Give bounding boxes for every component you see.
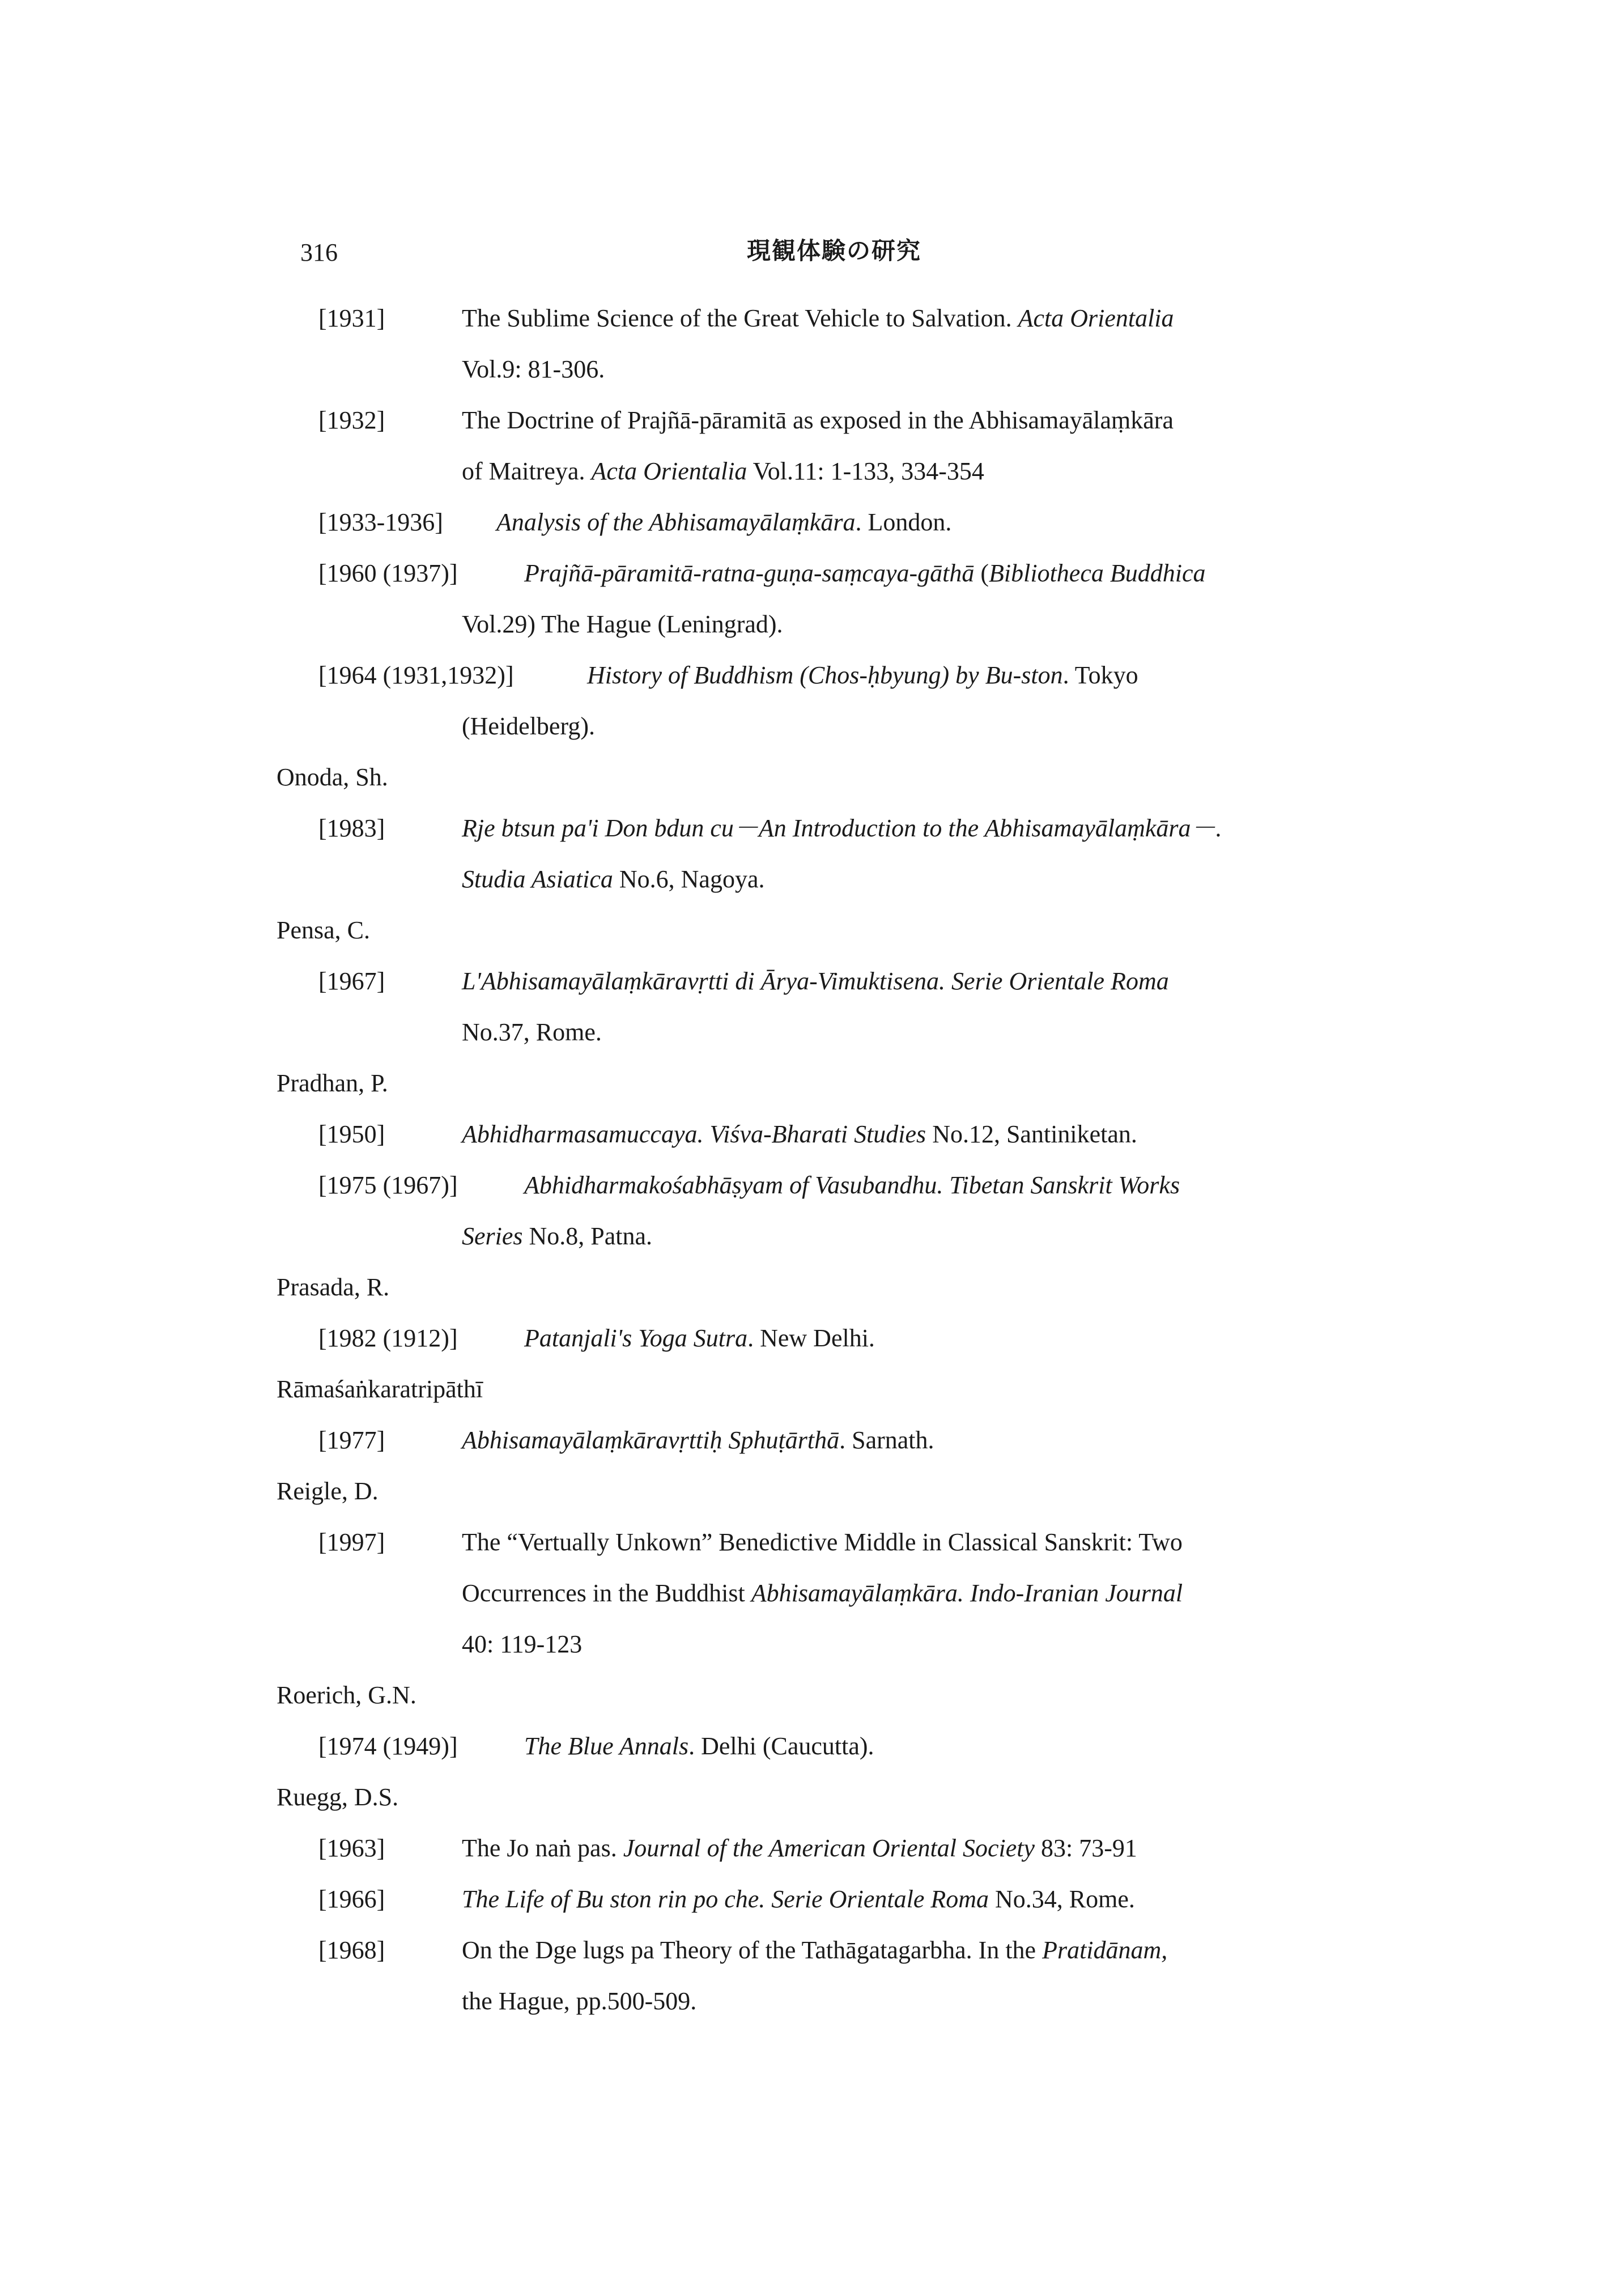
author-name: Ruegg, D.S. (277, 1783, 399, 1811)
entry-text: 40: 119-123 (462, 1630, 583, 1658)
entry-text: The Blue Annals. Delhi (Caucutta). (524, 1732, 874, 1760)
running-title: 現観体験の研究 (747, 239, 922, 265)
entry-text: Vol.29) The Hague (Leningrad). (462, 610, 783, 638)
entry-text: Analysis of the Abhisamayālaṃkāra. London. (496, 508, 952, 536)
author-name: Pensa, C. (277, 916, 370, 944)
entry-year: [1960 (1937)] (318, 559, 458, 587)
author-name: Reigle, D. (277, 1477, 379, 1505)
entry-year: [1968] (318, 1936, 385, 1964)
entry-year: [1977] (318, 1426, 385, 1454)
entry-text: Series No.8, Patna. (462, 1222, 653, 1250)
entry-text: Abhisamayālaṃkāravṛttiḥ Sphuṭārthā. Sarnath. (462, 1426, 934, 1454)
entry-text: Prajñā-pāramitā-ratna-guṇa-saṃcaya-gāthā (Bibliotheca Buddhica (524, 559, 1206, 587)
entry-year: [1964 (1931,1932)] (318, 661, 514, 689)
entry-text: Vol.9: 81-306. (462, 355, 605, 383)
author-name: Pradhan, P. (277, 1069, 388, 1097)
entry-year: [1931] (318, 304, 385, 332)
entry-text: History of Buddhism (Chos-ḥbyung) by Bu-ston. Tokyo (587, 661, 1138, 689)
entry-text: the Hague, pp.500-509. (462, 1987, 697, 2015)
entry-text: Abhidharmasamuccaya. Viśva-Bharati Studies No.12, Santiniketan. (462, 1120, 1137, 1148)
author-name: Roerich, G.N. (277, 1681, 416, 1709)
entry-year: [1932] (318, 406, 385, 434)
entry-year: [1933-1936] (318, 508, 443, 536)
entry-text: (Heidelberg). (462, 712, 595, 740)
entry-text: No.37, Rome. (462, 1018, 602, 1046)
entry-year: [1982 (1912)] (318, 1324, 458, 1352)
entry-year: [1967] (318, 967, 385, 995)
author-name: Onoda, Sh. (277, 763, 388, 791)
entry-text: On the Dge lugs pa Theory of the Tathāgatagarbha. In the Pratidānam, (462, 1936, 1168, 1964)
entry-year: [1966] (318, 1885, 385, 1913)
author-name: Rāmaśaṅkaratripāthī (277, 1375, 483, 1403)
entry-text: Patanjali's Yoga Sutra. New Delhi. (524, 1324, 875, 1352)
entry-text: The Sublime Science of the Great Vehicle to Salvation. Acta Orientalia (462, 304, 1174, 332)
entry-year: [1963] (318, 1834, 385, 1862)
entry-text: The Jo naṅ pas. Journal of the American Oriental Society 83: 73-91 (462, 1834, 1137, 1862)
entry-year: [1975 (1967)] (318, 1171, 458, 1199)
author-name: Prasada, R. (277, 1273, 390, 1301)
entry-year: [1997] (318, 1528, 385, 1556)
entry-text: of Maitreya. Acta Orientalia Vol.11: 1-133, 334-354 (462, 457, 984, 485)
entry-text: Rje btsun pa'i Don bdun cu－An Introduction to the Abhisamayālaṃkāra－. (462, 814, 1222, 842)
entry-text: Studia Asiatica No.6, Nagoya. (462, 865, 765, 893)
entry-year: [1950] (318, 1120, 385, 1148)
entry-year: [1974 (1949)] (318, 1732, 458, 1760)
entry-year: [1983] (318, 814, 385, 842)
entry-text: The Doctrine of Prajñā-pāramitā as exposed in the Abhisamayālaṃkāra (462, 406, 1174, 434)
entry-text: Occurrences in the Buddhist Abhisamayālaṃkāra. Indo-Iranian Journal (462, 1579, 1183, 1607)
entry-text: The “Vertually Unkown” Benedictive Middle in Classical Sanskrit: Two (462, 1528, 1183, 1556)
entry-text: Abhidharmakośabhāṣyam of Vasubandhu. Tibetan Sanskrit Works (524, 1171, 1180, 1199)
entry-text: The Life of Bu ston rin po che. Serie Orientale Roma No.34, Rome. (462, 1885, 1135, 1913)
entry-text: L'Abhisamayālaṃkāravṛtti di Ārya-Vimuktisena. Serie Orientale Roma (462, 967, 1169, 995)
page-number: 316 (300, 239, 338, 266)
